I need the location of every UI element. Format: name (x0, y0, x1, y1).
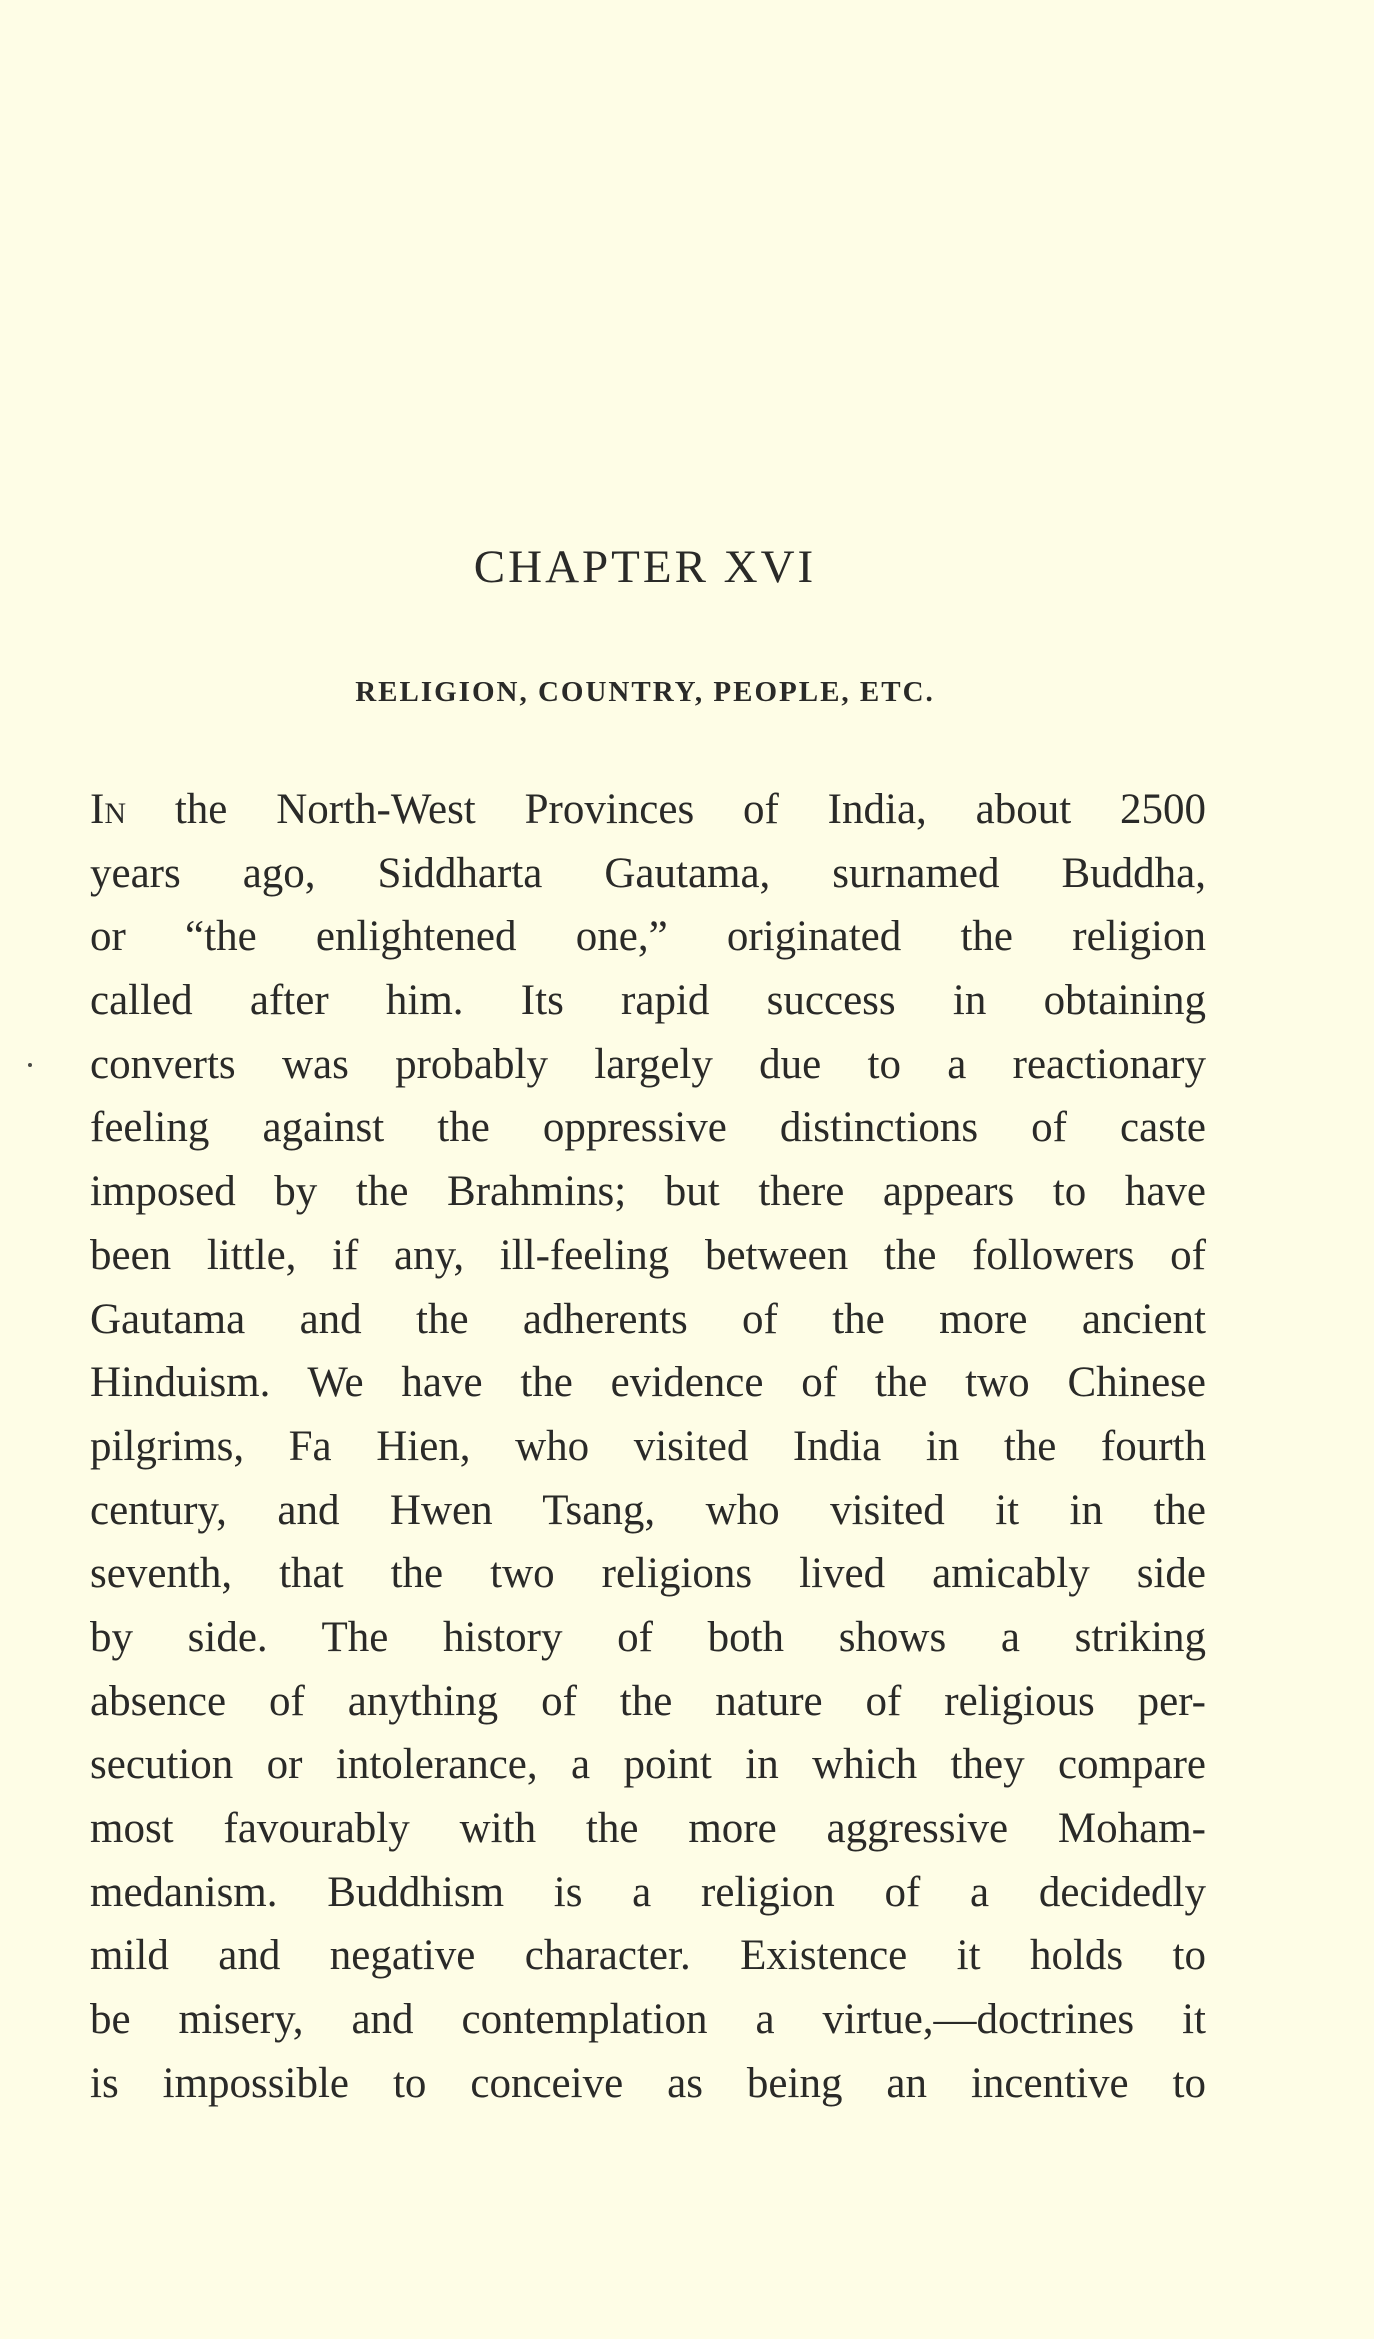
text-line: seventh, that the two religions lived amicably side (90, 1550, 1206, 1598)
opening-word: In (90, 786, 126, 833)
text-line: feeling against the oppressive distinctions of caste (90, 1104, 1206, 1152)
text-line: been little, if any, ill-feeling between the followers of (90, 1231, 1206, 1279)
chapter-title: CHAPTER XVI (473, 541, 817, 593)
text-line: by side. The history of both shows a striking (90, 1613, 1206, 1661)
text-line: Gautama and the adherents of the more ancient (90, 1295, 1206, 1343)
text-line: Hinduism. We have the evidence of the two Chinese (90, 1359, 1206, 1407)
text-line: pilgrims, Fa Hien, who visited India in the fourth (90, 1422, 1206, 1470)
text-line: secution or intolerance, a point in which they compare (90, 1741, 1206, 1789)
text-line: medanism. Buddhism is a religion of a decidedly (90, 1868, 1206, 1916)
text-line: or “the enlightened one,” originated the religion (90, 913, 1206, 961)
body-paragraph (90, 778, 1206, 2115)
text-line: called after him. Its rapid success in obtaining (90, 977, 1206, 1025)
text-line: mild and negative character. Existence it holds to (90, 1932, 1206, 1980)
text-line: be misery, and contemplation a virtue,—doctrines it (90, 1996, 1206, 2044)
text-line: absence of anything of the nature of religious per- (90, 1677, 1206, 1725)
text-line: years ago, Siddharta Gautama, surnamed Buddha, (90, 849, 1206, 897)
text-line: imposed by the Brahmins; but there appears to have (90, 1168, 1206, 1216)
text-line: most favourably with the more aggressive Moham- (90, 1805, 1206, 1852)
text-line: converts was probably largely due to a reactionary (90, 1040, 1206, 1088)
chapter-subtitle: RELIGION, COUNTRY, PEOPLE, ETC. (355, 676, 935, 708)
margin-dot (28, 1063, 32, 1067)
text-line: century, and Hwen Tsang, who visited it in the (90, 1486, 1206, 1534)
text-line: In the North-West Provinces of India, about 2500 (90, 786, 1206, 833)
text-line: is impossible to conceive as being an incentive to (90, 2059, 1206, 2107)
